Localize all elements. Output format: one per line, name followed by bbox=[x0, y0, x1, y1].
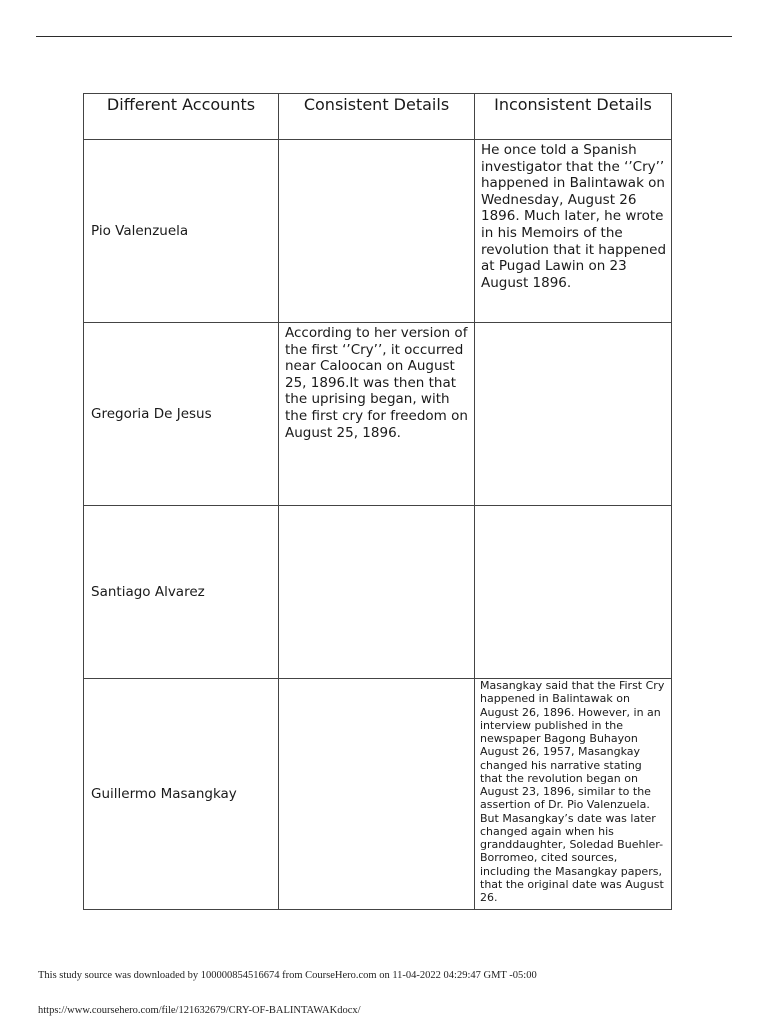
consistent-cell bbox=[279, 140, 475, 323]
header-inconsistent-details: Inconsistent Details bbox=[475, 94, 672, 140]
source-url-link[interactable]: https://www.coursehero.com/file/121632679/CRY-OF-BALINTAWAKdocx/ bbox=[38, 1005, 361, 1016]
table-row bbox=[84, 140, 672, 323]
account-name: Santiago Alvarez bbox=[84, 506, 279, 679]
header-consistent-details: Consistent Details bbox=[279, 94, 475, 140]
table-header-row bbox=[84, 94, 672, 140]
table-row bbox=[84, 679, 672, 910]
account-name: Gregoria De Jesus bbox=[84, 323, 279, 506]
table-row bbox=[84, 323, 672, 506]
table-row bbox=[84, 506, 672, 679]
inconsistent-cell bbox=[475, 679, 672, 910]
consistent-text bbox=[279, 140, 474, 142]
inconsistent-text bbox=[475, 506, 671, 508]
consistent-cell bbox=[279, 506, 475, 679]
top-rule bbox=[36, 36, 732, 37]
inconsistent-text: He once told a Spanish investigator that the ‘’Cry’’ happened in Balintawak on Wednesday, August 26 1896. Much later, he wrote in his Memoirs of the revolution that it happened at Pugad Lawin on 23 August 1896. bbox=[481, 142, 667, 291]
consistent-cell bbox=[279, 323, 475, 506]
inconsistent-text bbox=[475, 323, 671, 325]
download-notice: This study source was downloaded by 100000854516674 from CourseHero.com on 11-04-2022 04:29:47 GMT -05:00 bbox=[38, 970, 537, 981]
inconsistent-cell bbox=[475, 506, 672, 679]
inconsistent-text: Masangkay said that the First Cry happened in Balintawak on August 26, 1896. However, in an interview published in the newspaper Bagong Buhayon August 26, 1957, Masangkay changed his narrative stating that the revolution began on August 23, 1896, similar to the assertion of Dr. Pio Valenzuela. But Masangkay’s date was later changed again when his granddaughter, Soledad Buehler- Borromeo, cited sources, including the Masangkay papers, that the original date was August 26. bbox=[480, 679, 665, 904]
consistent-cell bbox=[279, 679, 475, 910]
header-different-accounts: Different Accounts bbox=[84, 94, 279, 140]
inconsistent-cell bbox=[475, 323, 672, 506]
account-name: Pio Valenzuela bbox=[84, 140, 279, 323]
inconsistent-cell bbox=[475, 140, 672, 323]
accounts-table bbox=[83, 93, 672, 910]
consistent-text bbox=[279, 506, 474, 508]
consistent-text: According to her version of the first ‘’Cry’’, it occurred near Caloocan on August 25, 1896.It was then that the uprising began, with the first cry for freedom on August 25, 1896. bbox=[285, 325, 468, 441]
consistent-text bbox=[279, 679, 474, 681]
account-name: Guillermo Masangkay bbox=[84, 679, 279, 910]
